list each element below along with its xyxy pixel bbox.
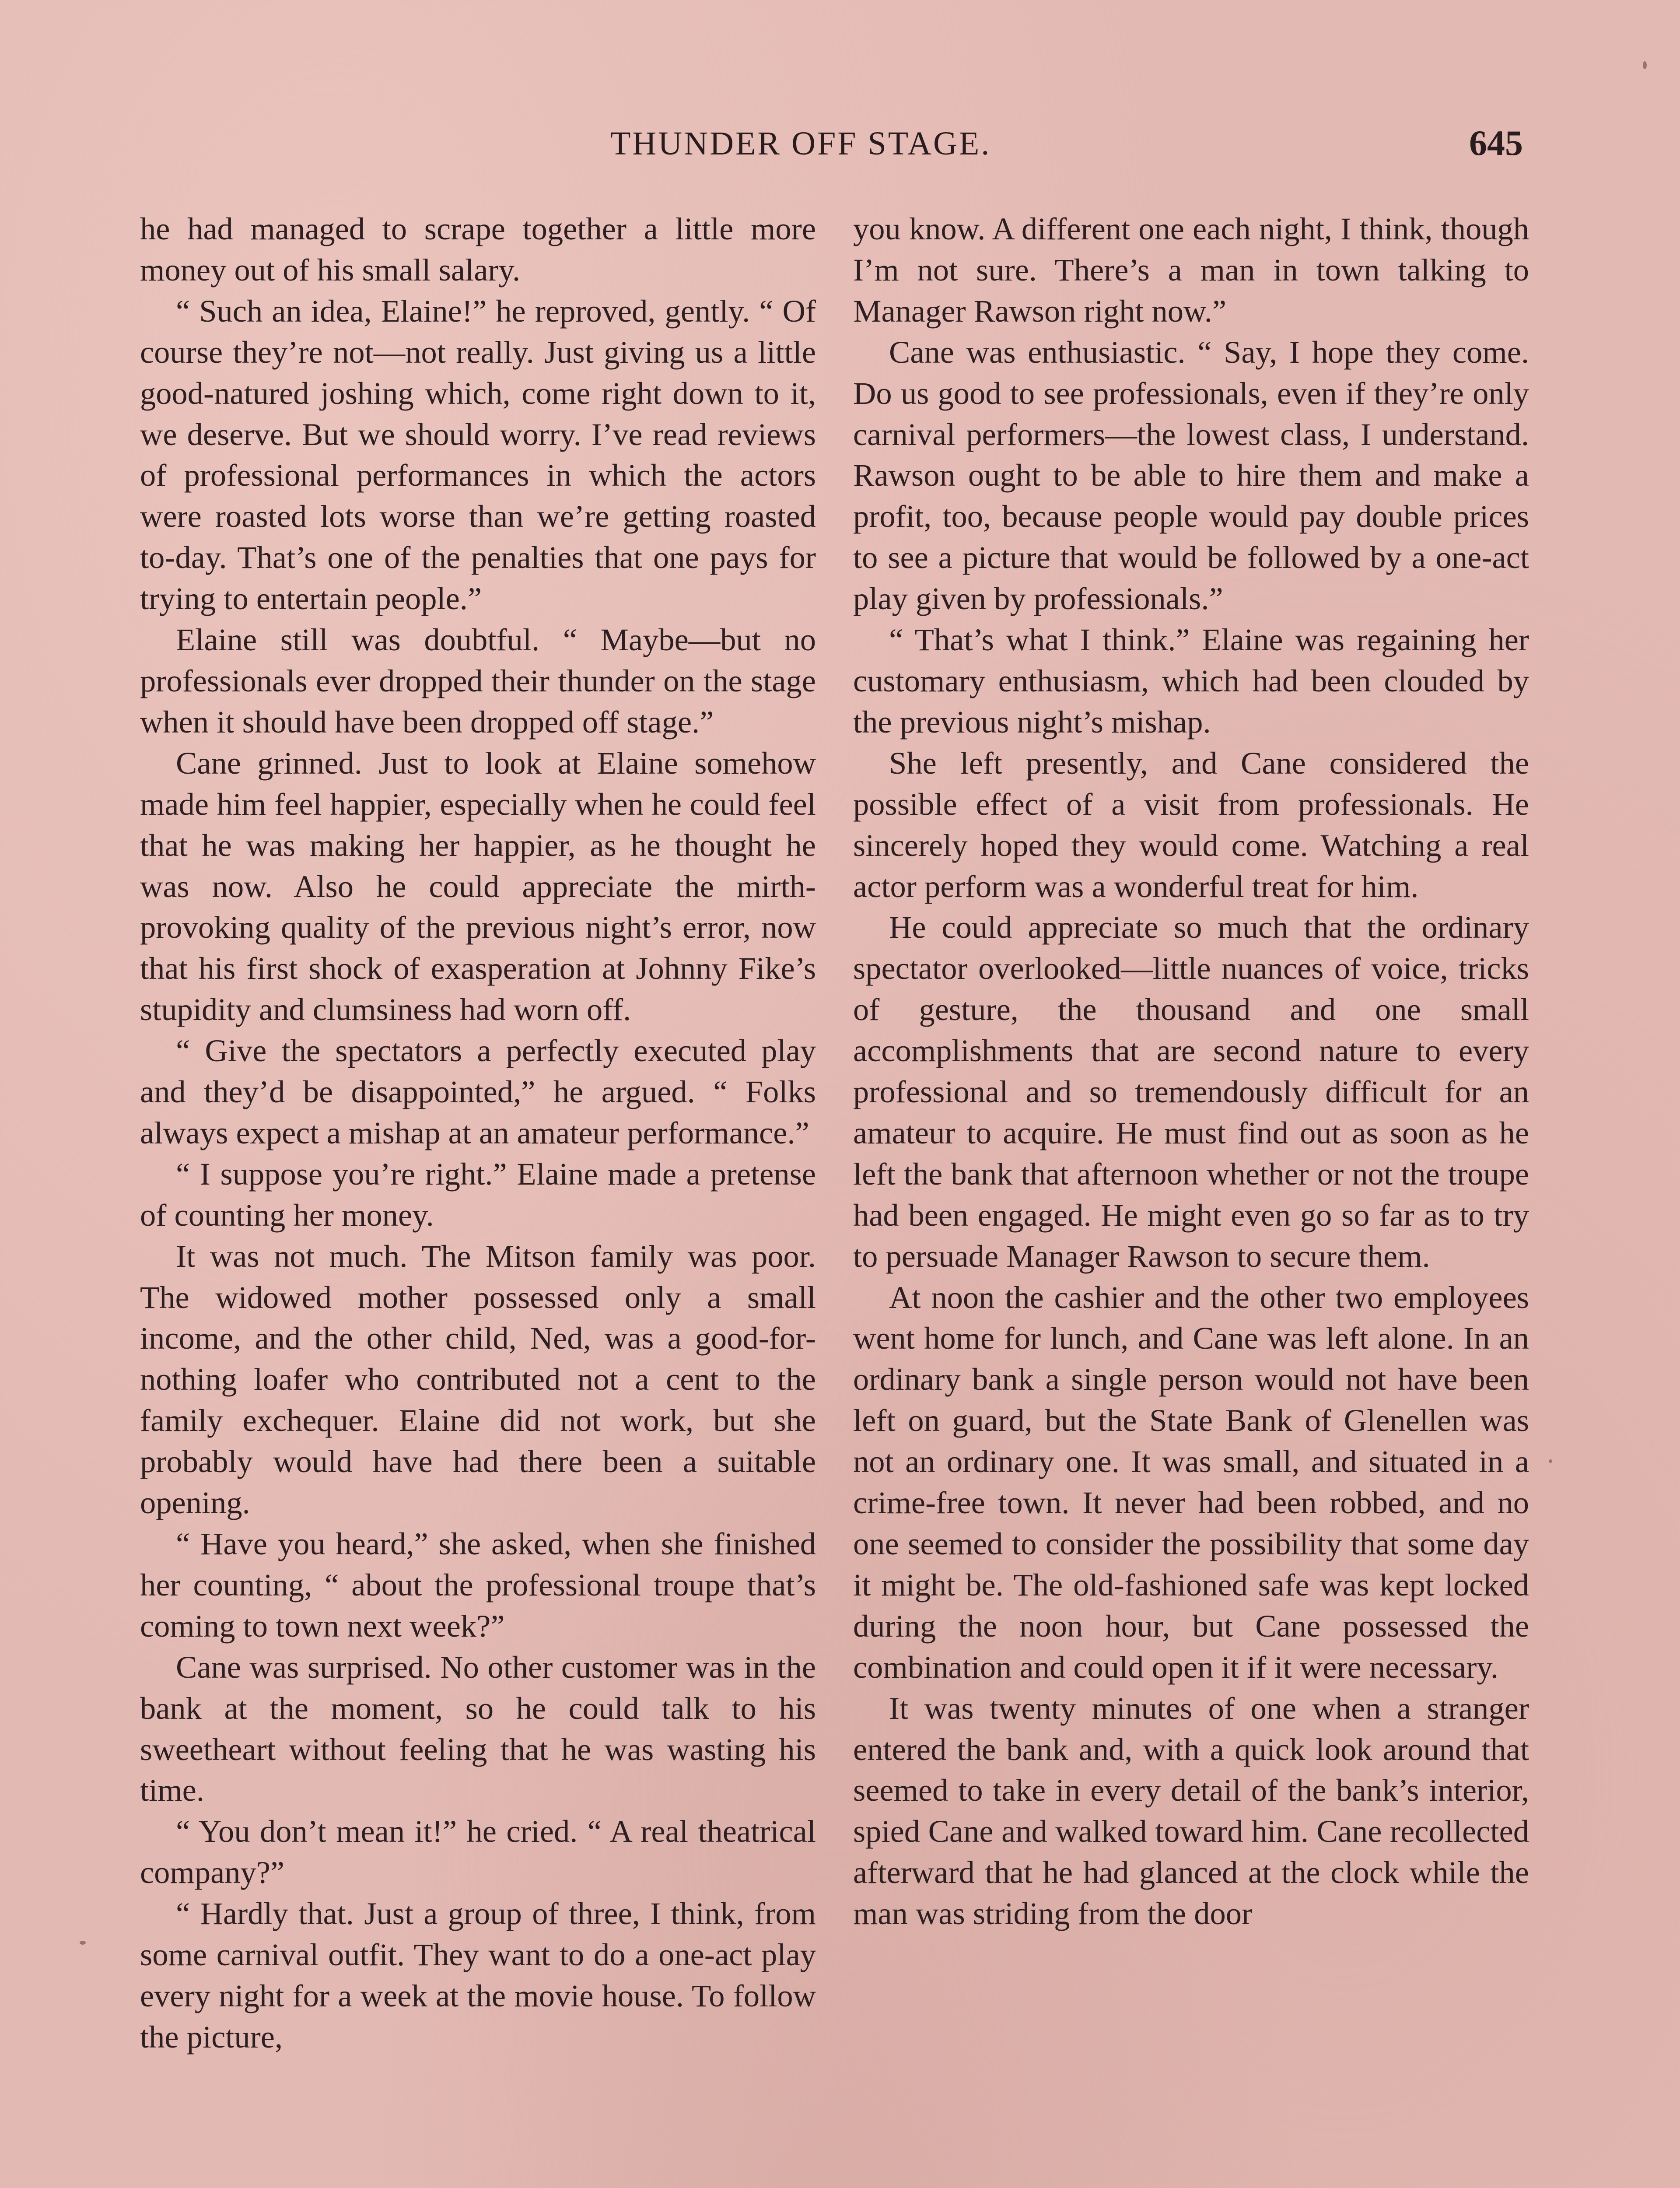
- paragraph: Cane was surprised. No other customer was in the bank at the moment, so he could talk to his sweetheart without feeling that he was wasting his time.: [140, 1649, 816, 1808]
- paper-speck: [1549, 1459, 1552, 1463]
- page-number: 645: [1469, 123, 1523, 163]
- paragraph: It was twenty minutes of one when a stranger entered the bank and, with a quick look around that seemed to take in every detail of the bank’s interior, spied Cane and walked toward him. Cane recollected afterward that he had glanced at the clock while the man was striding from the door: [853, 1690, 1529, 1932]
- paragraph: Cane was enthusiastic. “ Say, I hope they come. Do us good to see professionals, even if they’re only carnival performers—the lowest class, I understand. Rawson ought to be able to hire them and make a profit, too, because people would pay double prices to see a picture that would be followed by a one-act play given by professionals.”: [853, 334, 1529, 617]
- paragraph: He could appreciate so much that the ordinary spectator overlooked—little nuances of voice, tricks of gesture, the thousand and one small accomplishments that are second nature to every professional and so tremendously difficult for an amateur to acquire. He must find out as soon as he left the bank that afternoon whether or not the troupe had been engaged. He might even go so far as to try to persuade Manager Rawson to secure them.: [853, 909, 1529, 1274]
- right-column: [853, 208, 1529, 1934]
- paragraph: “ Give the spectators a perfectly executed play and they’d be disappointed,” he argued. “ Folks always expect a mishap at an amateur performance.”: [140, 1033, 816, 1150]
- paragraph: It was not much. The Mitson family was poor. The widowed mother possessed only a small income, and the other child, Ned, was a good-for-nothing loafer who contributed not a cent to the family exchequer. Elaine did not work, but she probably would have had there been a suitable opening.: [140, 1238, 816, 1521]
- paragraph: “ Hardly that. Just a group of three, I think, from some carnival outfit. They want to do a one-act play every night for a week at the movie house. To follow the picture,: [140, 1896, 816, 2055]
- paper-speck: [80, 1941, 86, 1945]
- paper-speck: [1643, 61, 1647, 69]
- running-title: THUNDER OFF STAGE.: [610, 125, 991, 162]
- left-column: [140, 208, 816, 2058]
- paragraph: “ I suppose you’re right.” Elaine made a pretense of counting her money.: [140, 1156, 816, 1233]
- paragraph: She left presently, and Cane considered the possible effect of a visit from professionals. He sincerely hoped they would come. Watching a real actor perform was a wonderful treat for him.: [853, 745, 1529, 904]
- paragraph: “ Have you heard,” she asked, when she finished her counting, “ about the professional troupe that’s coming to town next week?”: [140, 1526, 816, 1644]
- paragraph: you know. A different one each night, I think, though I’m not sure. There’s a man in town talking to Manager Rawson right now.”: [853, 211, 1529, 329]
- paragraph: “ Such an idea, Elaine!” he reproved, gently. “ Of course they’re not—not really. Just giving us a little good-natured joshing which, come right down to it, we deserve. But we should worry. I’ve read reviews of professional performances in which the actors were roasted lots worse than we’re getting roasted to-day. That’s one of the penalties that one pays for trying to entertain people.”: [140, 293, 816, 617]
- paragraph: “ That’s what I think.” Elaine was regaining her customary enthusiasm, which had been clouded by the previous night’s mishap.: [853, 622, 1529, 740]
- paragraph: “ You don’t mean it!” he cried. “ A real theatrical company?”: [140, 1813, 816, 1890]
- paragraph: he had managed to scrape together a little more money out of his small salary.: [140, 211, 816, 288]
- paragraph: At noon the cashier and the other two employees went home for lunch, and Cane was left alone. In an ordinary bank a single person would not have been left on guard, but the State Bank of Glenellen was not an ordinary one. It was small, and situated in a crime-free town. It never had been robbed, and no one seemed to consider the possibility that some day it might be. The old-fashioned safe was kept locked during the noon hour, but Cane possessed the combination and could open it if it were necessary.: [853, 1279, 1529, 1685]
- paragraph: Elaine still was doubtful. “ Maybe—but no professionals ever dropped their thunder on the stage when it should have been dropped off stage.”: [140, 622, 816, 740]
- paragraph: Cane grinned. Just to look at Elaine somehow made him feel happier, especially when he could feel that he was making her happier, as he thought he was now. Also he could appreciate the mirth-provoking quality of the previous night’s error, now that his first shock of exasperation at Johnny Fike’s stupidity and clumsiness had worn off.: [140, 745, 816, 1027]
